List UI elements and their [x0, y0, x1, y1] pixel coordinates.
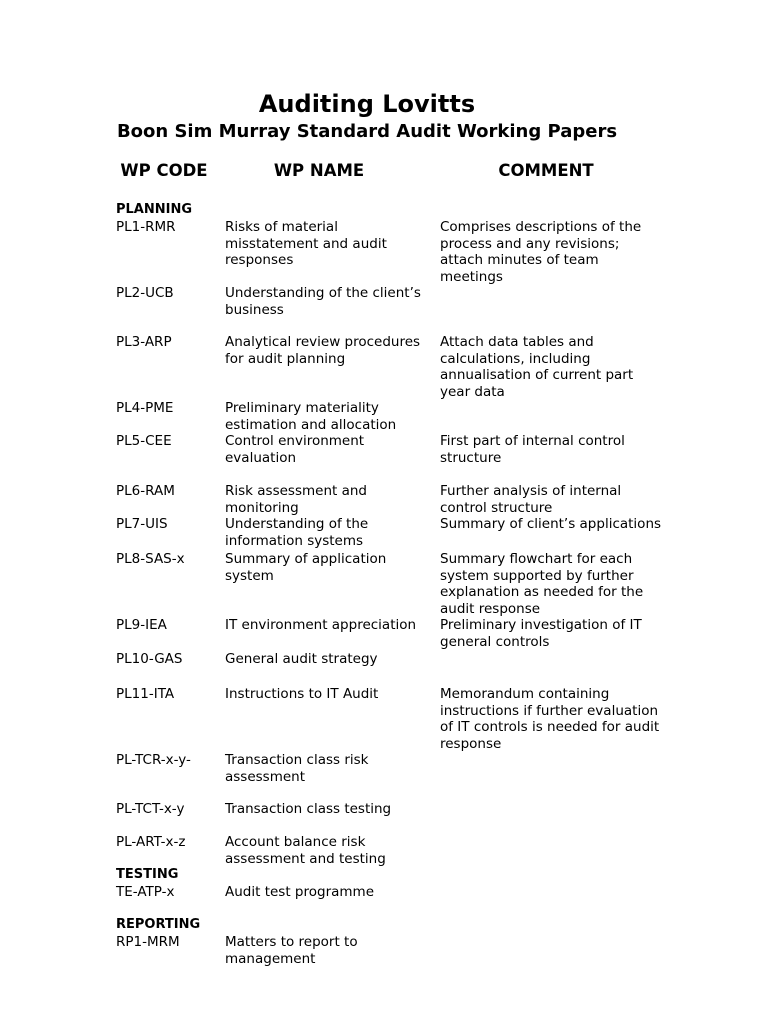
wp-code: PL6-RAM: [116, 483, 175, 499]
wp-name: General audit strategy: [225, 651, 378, 667]
wp-code: PL5-CEE: [116, 433, 172, 449]
column-header-wp-name: WP NAME: [273, 161, 365, 180]
wp-code: PL9-IEA: [116, 617, 167, 633]
wp-code: PL7-UIS: [116, 516, 168, 532]
section-heading-reporting: REPORTING: [116, 917, 201, 932]
document-title: Auditing Lovitts: [258, 90, 476, 118]
wp-code: PL11-ITA: [116, 686, 175, 702]
wp-comment: Comprises descriptions of the process and any revisions; attach minutes of team meetings: [440, 219, 642, 285]
wp-name: Risks of material misstatement and audit responses: [225, 219, 387, 268]
wp-code: PL-TCR-x-y-: [116, 752, 191, 768]
wp-code: PL2-UCB: [116, 285, 174, 301]
wp-name: IT environment appreciation: [225, 617, 417, 633]
wp-name: Summary of application system: [225, 551, 387, 584]
wp-comment: Memorandum containing instructions if further evaluation of IT controls is needed for audit response: [440, 686, 660, 752]
wp-name: Analytical review procedures for audit planning: [225, 334, 421, 367]
wp-name: Understanding of the information systems: [225, 516, 369, 549]
wp-code: PL3-ARP: [116, 334, 172, 350]
wp-code: PL1-RMR: [116, 219, 176, 235]
wp-code: PL4-PME: [116, 400, 174, 416]
wp-name: Account balance risk assessment and testing: [225, 834, 386, 867]
wp-name: Instructions to IT Audit: [225, 686, 379, 702]
column-header-comment: COMMENT: [498, 161, 594, 180]
wp-code: TE-ATP-x: [116, 884, 175, 900]
wp-comment: Preliminary investigation of IT general controls: [440, 617, 642, 650]
wp-code: RP1-MRM: [116, 934, 180, 950]
document-subtitle: Boon Sim Murray Standard Audit Working Papers: [116, 121, 618, 142]
wp-comment: Attach data tables and calculations, including annualisation of current part year data: [440, 334, 634, 400]
wp-name: Understanding of the client’s business: [225, 285, 421, 318]
wp-comment: Summary flowchart for each system supported by further explanation as needed for the audit response: [440, 551, 644, 617]
section-heading-planning: PLANNING: [116, 202, 193, 217]
wp-name: Risk assessment and monitoring: [225, 483, 367, 516]
wp-code: PL-TCT-x-y: [116, 801, 185, 817]
wp-code: PL-ART-x-z: [116, 834, 186, 850]
wp-name: Transaction class testing: [225, 801, 392, 817]
wp-name: Audit test programme: [225, 884, 374, 900]
wp-comment: Summary of client’s applications: [440, 516, 662, 532]
wp-comment: Further analysis of internal control structure: [440, 483, 622, 516]
wp-name: Transaction class risk assessment: [225, 752, 369, 785]
wp-code: PL8-SAS-x: [116, 551, 185, 567]
wp-comment: First part of internal control structure: [440, 433, 625, 466]
wp-name: Control environment evaluation: [225, 433, 365, 466]
wp-code: PL10-GAS: [116, 651, 183, 667]
wp-name: Preliminary materiality estimation and allocation: [225, 400, 397, 433]
wp-name: Matters to report to management: [225, 934, 358, 967]
section-heading-testing: TESTING: [116, 867, 179, 882]
column-header-wp-code: WP CODE: [120, 161, 208, 180]
